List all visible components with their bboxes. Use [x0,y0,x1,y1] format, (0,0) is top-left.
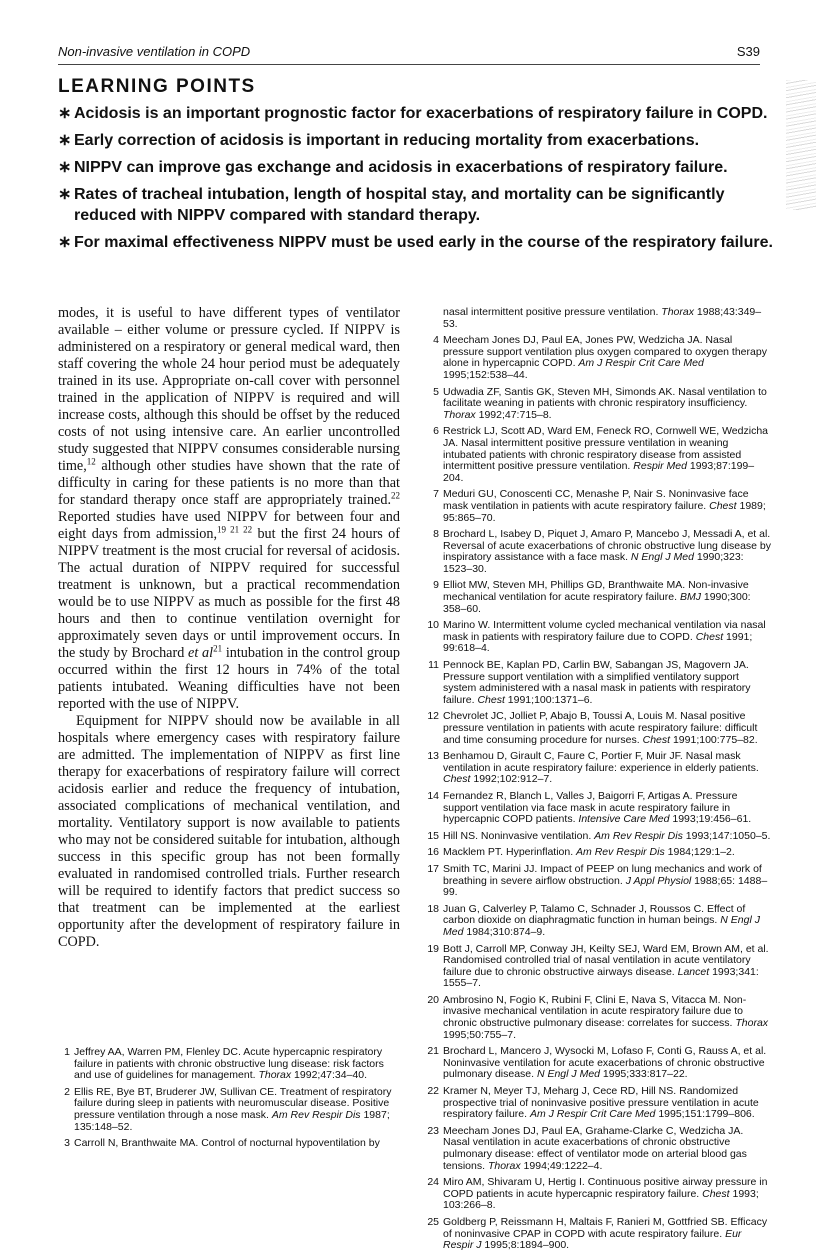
reference-citation: 1993;87:199–204. [443,460,755,484]
bullet-icon: ∗ [58,159,72,176]
reference-number: 2 [64,1085,70,1098]
reference-journal: Thorax [487,1159,521,1172]
reference-citation: 1991;100:775–82. [670,733,758,746]
learning-point [58,184,778,226]
learning-points-list [58,103,778,259]
reference-journal: Thorax [735,1017,769,1030]
reference-number: 7 [433,488,439,501]
body-text [58,305,400,951]
citation: 22 [391,490,400,501]
reference-citation: 1995;333:817–22. [600,1068,688,1081]
reference-item [427,751,772,786]
reference-item [427,1046,772,1081]
reference-journal: Chest [477,693,505,706]
learning-point-text: Acidosis is an important prognostic factor for exacerbations of respiratory failure in COPD. [74,105,768,122]
reference-item [427,660,772,706]
reference-citation: 1995;8:1894–900. [481,1239,570,1252]
bullet-icon: ∗ [58,132,72,149]
reference-text: Restrick LJ, Scott AD, Ward EM, Feneck RO, Cornwell WE, Wedzicha JA. Nasal intermittent positive pressure ventilation in weaning intubated patients with chronic respiratory disease from assisted intermittent positive pressure ventilation. [443,425,769,473]
reference-item [427,489,772,524]
reference-number: 3 [64,1137,70,1150]
body-paragraph-1: modes, it is useful to have different types of ventilator available – either volume or pressure cycled. If NIPPV is administered on a respiratory or general medical ward, then staff covering the whole 24 hour period must be adequately trained in its use. Appropriate on-call cover with personnel trained in the application of NIPPV is required and will increase costs, although this should be offset by the reduced costs of not using intensive care. An earlier uncontrolled study suggested that NIPPV consumes considerable nursing time,$^{12}$ although other studies have shown that the rate of difficulty in caring for these patients is no more than that for standard therapy once staff are appropriately trained.$^{22}$ Reported studies have used NIPPV for between four and eight days from admission,$^{19 21 22}$ but the first 24 hours of NIPPV treatment is the most crucial for reversal of acidosis. The actual duration of NIPPV required for successful treatment is unknown, but a practical recommendation would be to use NIPPV as much as possible for the first 48 hours and then to continue ventilation overnight for approximately seven days or until improvement occurs. In the study by Brochard et $al^{21}$ intubation in the control group occurred within the first 12 hours in 74% of the total patients intubated. Weaning difficulties have not been reported with the use of NIPPV. [58,305,400,712]
reference-journal: Thorax [443,408,476,421]
reference-item [427,1126,772,1172]
reference-journal: Am J Respir Crit Care Med [578,357,704,370]
reference-text: Meecham Jones DJ, Paul EA, Jones PW, Wedzicha JA. Nasal pressure support ventilation plus oxygen compared to oxygen therapy alone in hypercapnic COPD. [443,334,767,370]
reference-citation: 1990;323: 1523–30. [443,551,744,575]
reference-item [427,580,772,615]
reference-item [427,904,772,939]
reference-text: nasal intermittent positive pressure ventilation. [443,306,662,318]
reference-journal: Thorax [661,306,694,318]
reference-item [58,1087,403,1133]
reference-text: Chevrolet JC, Jolliet P, Abajo B, Toussi A, Louis M. Nasal positive pressure ventilation in patients with acute respiratory failure: difficult and time consuming procedure for nurses. [443,710,758,746]
learning-point [58,103,778,124]
reference-journal: Chest [443,773,471,786]
reference-text: Carroll N, Branthwaite MA. Control of nocturnal hypoventilation by [74,1137,380,1150]
citation: 21 [213,643,223,654]
citation: 12 [86,456,96,467]
reference-journal: Thorax [258,1069,292,1082]
reference-text: Meecham Jones DJ, Paul EA, Grahame-Clarke C, Wedzicha JA. Nasal ventilation in acute exacerbations of chronic obstructive pulmonary disease: effect of ventilator mode on arterial blood gas tensions. [443,1124,747,1172]
reference-citation: 1993;147:1050–5. [682,829,771,842]
reference-number: 8 [433,528,439,541]
reference-text: Kramer N, Meyer TJ, Meharg J, Cece RD, Hill NS. Randomized prospective trial of noninvasive positive pressure ventilation in acute respiratory failure. [443,1085,759,1121]
reference-item [427,847,772,859]
reference-item [427,335,772,381]
reference-journal: Respir Med [633,460,687,473]
reference-text: Goldberg P, Reissmann H, Maltais F, Ranieri M, Gottfried SB. Efficacy of noninvasive CPAP in COPD with acute respiratory failure. [443,1215,768,1240]
bullet-icon: ∗ [58,234,72,251]
references-right [427,307,772,1257]
page-number: S39 [736,44,760,59]
learning-point [58,130,778,151]
reference-number: 25 [427,1215,439,1228]
reference-journal: Lancet [677,965,710,978]
reference-text: Juan G, Calverley P, Talamo C, Schnader J, Roussos C. Effect of carbon dioxide on diaphragmatic function in human beings. [443,902,746,927]
reference-journal: N Engl J Med [443,914,760,938]
reference-citation: 1995;50:755–7. [443,1028,516,1041]
reference-text: Miro AM, Shivaram U, Hertig I. Continuous positive airway pressure in COPD patients in acute hypercapnic respiratory failure. [443,1176,768,1200]
reference-journal: Am Rev Respir Dis [594,829,683,842]
reference-item [427,620,772,655]
reference-number: 15 [427,829,439,842]
citation: 19 21 22 [217,524,253,535]
reference-citation: 1984;129:1–2. [664,846,735,859]
reference-citation: 1991;100:1371–6. [504,693,593,706]
reference-number: 9 [433,579,439,592]
reference-number: 11 [428,659,439,672]
reference-item [58,1047,403,1082]
running-title: Non-invasive ventilation in COPD [58,44,251,59]
reference-text: Bott J, Carroll MP, Conway JH, Keilty SEJ, Ward EM, Brown AM, et al. Randomised controlled trial of nasal ventilation in acute ventilatory failure due to chronic obstructive airways disease. [443,942,769,978]
body-paragraph-2: Equipment for NIPPV should now be available in all hospitals where emergency cases with respiratory failure are admitted. The implementation of NIPPV as first line therapy for exacerbations of respiratory failure will correct acidosis earlier and reduce the frequency of intubation, associated complications of mechanical ventilation, and mortality. Ventilatory support is now available to patients who may not be considered suitable for intubation, although success in this specific group has not been formally evaluated in randomised controlled trials. Further research will be required to identify factors that predict success so that treatment can be implemented at the earliest opportunity after the development of respiratory failure in COPD. [58,713,400,950]
reference-journal: Chest [695,630,724,643]
reference-journal: N Engl J Med [536,1068,600,1081]
reference-text: Udwadia ZF, Santis GK, Steven MH, Simonds AK. Nasal ventilation to facilitate weaning in patients with chronic respiratory insufficiency. [443,385,767,410]
reference-text: Benhamou D, Girault C, Faure C, Portier F, Muir JF. Nasal mask ventilation in acute respiratory failure: experience in elderly patients. [443,750,759,774]
reference-item [427,1086,772,1121]
reference-journal: Chest [642,733,671,746]
reference-journal: N Engl J Med [630,551,694,564]
reference-item [58,1138,403,1150]
reference-journal: Am J Respir Crit Care Med [529,1108,656,1121]
reference-item [427,1177,772,1212]
bullet-icon: ∗ [58,105,72,122]
reference-item [427,711,772,746]
reference-text: Macklem PT. Hyperinflation. [443,846,577,859]
reference-citation: 1989; 95:865–70. [443,499,766,524]
reference-citation: 1995;152:538–44. [443,368,528,381]
reference-journal: Intensive Care Med [578,813,670,826]
reference-number: 4 [433,334,439,347]
reference-text: Fernandez R, Blanch L, Valles J, Baigorri F, Artigas A. Pressure support ventilation via face mask in acute respiratory failure in hypercapnic COPD patients. [443,789,738,826]
learning-point-text: Early correction of acidosis is important in reducing mortality from exacerbations. [74,132,700,149]
reference-item [427,529,772,575]
reference-citation: 1992;47:715–8. [475,408,552,421]
reference-text: Meduri GU, Conoscenti CC, Menashe P, Nair S. Noninvasive face mask ventilation in patients with acute respiratory failure. [443,488,749,512]
reference-citation: 1995;151:1799–806. [655,1108,755,1121]
reference-text: Ellis RE, Bye BT, Bruderer JW, Sullivan CE. Treatment of respiratory failure during sleep in patients with neuromuscular disease. Positive pressure ventilation through a nose mask. [74,1085,392,1121]
reference-number: 12 [427,710,439,723]
reference-number: 5 [433,385,439,398]
reference-citation: 1993;341: 1555–7. [443,965,759,990]
reference-number: 19 [427,942,439,955]
reference-item [427,864,772,899]
reference-item [427,995,772,1041]
reference-citation: 1990;300: 358–60. [443,591,751,615]
reference-citation: 1993; 103:266–8. [443,1187,759,1212]
reference-number: 16 [427,846,439,859]
reference-journal: Chest [709,499,737,512]
reference-citation: 1992;47:34–40. [291,1069,368,1082]
reference-number: 13 [427,750,439,763]
reference-citation: 1991; 99:618–4. [443,630,753,655]
learning-point-text: NIPPV can improve gas exchange and acidosis in exacerbations of respiratory failure. [74,159,728,176]
learning-points-title: LEARNING POINTS [58,76,256,97]
header-rule [58,64,760,65]
reference-text: Jeffrey AA, Warren PM, Flenley DC. Acute hypercapnic respiratory failure in patients with chronic obstructive lung disease: risk factors and use of guidelines for management. [74,1046,384,1082]
reference-item [427,426,772,484]
reference-journal: BMJ [679,591,701,604]
reference-citation: 1988;65: 1488–99. [443,874,768,899]
reference-text: Brochard L, Mancero J, Wysocki M, Lofaso F, Conti G, Rauss A, et al. Noninvasive ventilation for acute exacerbations of chronic obstructive pulmonary disease. [443,1045,767,1081]
reference-text: Smith TC, Marini JJ. Impact of PEEP on lung mechanics and work of breathing in severe airflow obstruction. [443,862,762,887]
reference-text: Marino W. Intermittent volume cycled mechanical ventilation via nasal mask in patients with respiratory failure due to COPD. [443,619,766,643]
reference-journal: Am Rev Respir Dis [576,846,665,859]
reference-citation: 1992;102:912–7. [470,773,553,786]
reference-text: Hill NS. Noninvasive ventilation. [443,829,595,842]
scan-artifact [786,80,816,210]
reference-item [427,791,772,826]
reference-text: Pennock BE, Kaplan PD, Carlin BW, Sabangan JS, Magovern JA. Pressure support ventilation with a simplified ventilatory support system administered with a nasal mask in patients with respiratory failure. [443,659,751,706]
reference-number: 6 [433,425,439,438]
reference-item [427,1217,772,1252]
reference-number: 20 [427,993,439,1006]
reference-citation: 1984;310:874–9. [463,925,546,938]
reference-item [427,307,772,330]
reference-number: 10 [427,619,439,632]
reference-item [427,831,772,843]
bullet-icon: ∗ [58,186,72,203]
reference-number: 18 [427,902,439,915]
learning-point-text: For maximal effectiveness NIPPV must be used early in the course of the respiratory failure. [74,234,773,251]
reference-number: 1 [64,1046,70,1058]
reference-text: Brochard L, Isabey D, Piquet J, Amaro P, Mancebo J, Messadi A, et al. Reversal of acute exacerbations of chronic obstructive lung disease by inspiratory assistance with a face mask. [443,528,772,564]
reference-number: 24 [427,1176,439,1189]
reference-number: 14 [427,789,439,802]
reference-item [427,387,772,422]
reference-text: Elliot MW, Steven MH, Phillips GD, Branthwaite MA. Non-invasive mechanical ventilation for acute respiratory failure. [443,579,749,604]
reference-item [427,944,772,990]
reference-text: Ambrosino N, Fogio K, Rubini F, Clini E, Nava S, Vitacca M. Non-invasive mechanical ventilation in acute respiratory failure due to chronic obstructive pulmonary disease: correlates for success. [443,993,747,1030]
reference-journal: Am Rev Respir Dis [271,1108,361,1121]
reference-citation: 1987; 135:148–52. [74,1108,390,1133]
learning-point [58,157,778,178]
reference-number: 21 [427,1045,439,1058]
reference-citation: 1993;19:456–61. [669,813,752,826]
reference-number: 22 [427,1085,439,1098]
learning-point [58,232,778,253]
reference-journal: Eur Respir J [443,1227,742,1252]
reference-citation: 1988;43:349–53. [443,306,762,330]
reference-number: 17 [427,862,439,875]
reference-citation: 1994;49:1222–4. [520,1159,603,1172]
reference-journal: Chest [702,1187,730,1200]
learning-point-text: Rates of tracheal intubation, length of hospital stay, and mortality can be significantly reduced with NIPPV compared with standard therapy. [74,186,725,224]
reference-journal: J Appl Physiol [625,874,692,887]
references-left [58,1047,403,1155]
reference-number: 23 [427,1124,439,1137]
